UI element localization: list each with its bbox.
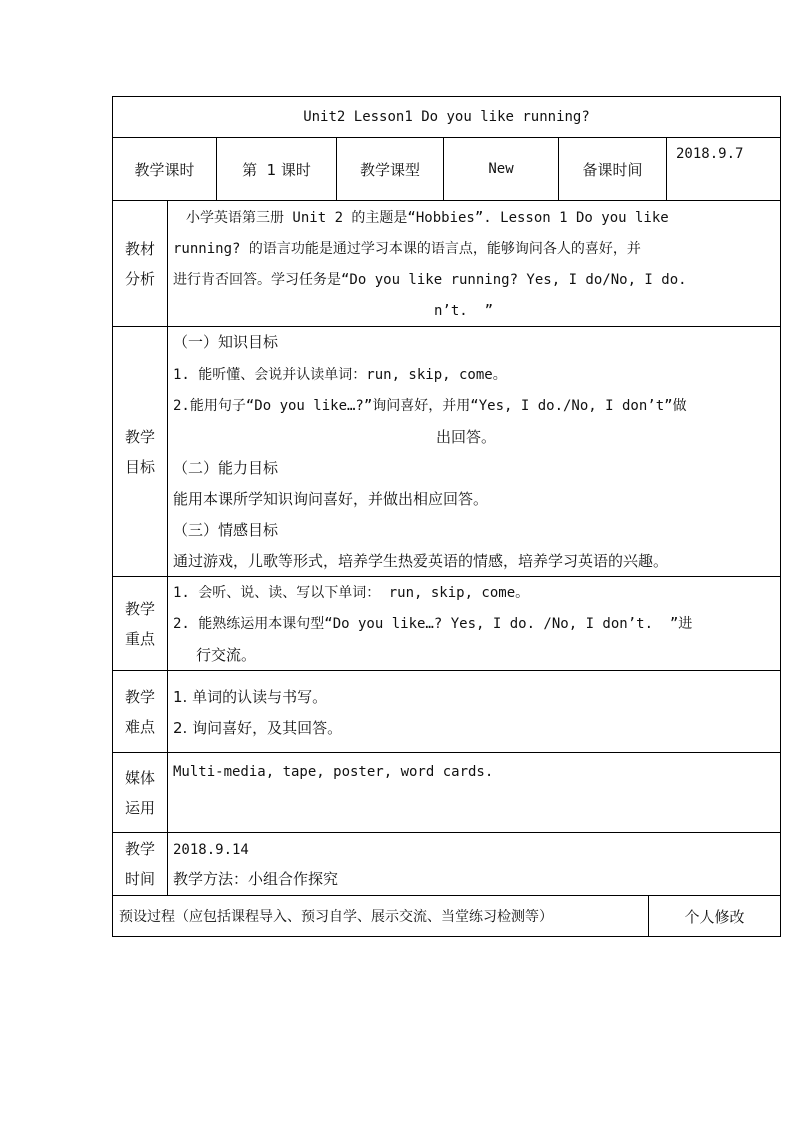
value-lesson-type-text: New <box>488 161 514 177</box>
label-objectives <box>113 327 167 576</box>
revision-label <box>649 896 780 936</box>
label-lesson-type <box>337 138 443 200</box>
objective-heading-emotion: （三）情感目标 <box>173 521 279 539</box>
table-border <box>666 137 667 200</box>
process-label-text: 预设过程（应包括课程导入、预习自学、展示交流、当堂练习检测等） <box>119 909 553 925</box>
objective-line: 2.能用句子“Do you like…?”询问喜好，并用“Yes, I do./No, I don’t”做 <box>173 398 687 414</box>
table-border <box>112 752 781 753</box>
label-material-analysis-1: 教材 <box>124 239 155 258</box>
label-material-analysis-2: 分析 <box>124 269 155 288</box>
label-teaching-time <box>113 833 167 895</box>
material-analysis-line: 小学英语第三册 Unit 2 的主题是“Hobbies”. Lesson 1 Do you like <box>186 210 669 226</box>
teaching-method: 教学方法：小组合作探究 <box>173 870 339 888</box>
label-lesson-period <box>113 138 216 200</box>
label-difficulties-1: 教学 <box>124 687 155 706</box>
media-text: Multi-media, tape, poster, word cards. <box>173 764 494 780</box>
table-border <box>780 96 781 937</box>
label-prep-time-text: 备课时间 <box>582 160 643 179</box>
table-border <box>112 936 781 937</box>
value-lesson-type <box>444 138 558 200</box>
table-border <box>112 832 781 833</box>
lesson-title-text: Unit2 Lesson1 Do you like running? <box>303 109 590 125</box>
table-border <box>112 576 781 577</box>
label-media-2: 运用 <box>124 798 155 817</box>
label-lesson-type-text: 教学课型 <box>359 160 420 179</box>
objective-heading-knowledge: （一）知识目标 <box>173 333 279 351</box>
material-analysis-line: 进行肯否回答。学习任务是“Do you like running? Yes, I do/No, I do. <box>173 272 687 288</box>
table-border <box>167 200 168 895</box>
objective-line: 1. 能听懂、会说并认读单词：run, skip, come。 <box>173 367 507 383</box>
label-objectives-2: 目标 <box>124 457 155 476</box>
label-media-1: 媒体 <box>124 768 155 787</box>
key-point-line: 1. 会听、说、读、写以下单词： run, skip, come。 <box>173 585 530 601</box>
label-key-points <box>113 577 167 670</box>
material-analysis-line: n’t. ” <box>434 303 494 319</box>
teaching-date: 2018.9.14 <box>173 842 249 858</box>
value-prep-time <box>676 146 776 166</box>
material-analysis-line: running? 的语言功能是通过学习本课的语言点，能够询问各人的喜好，并 <box>173 241 641 257</box>
label-key-points-2: 重点 <box>124 629 155 648</box>
value-lesson-period-text: 第 1 课时 <box>242 160 311 179</box>
label-key-points-1: 教学 <box>124 599 155 618</box>
objective-line: 能用本课所学知识询问喜好，并做出相应回答。 <box>173 490 489 508</box>
label-prep-time <box>559 138 666 200</box>
revision-label-text: 个人修改 <box>684 907 745 926</box>
label-lesson-period-text: 教学课时 <box>134 160 195 179</box>
value-lesson-period <box>217 138 336 200</box>
label-difficulties-2: 难点 <box>124 717 155 736</box>
key-point-line: 行交流。 <box>196 646 257 664</box>
objective-line: 通过游戏，儿歌等形式，培养学生热爱英语的情感，培养学习英语的兴趣。 <box>173 552 669 570</box>
label-teaching-time-1: 教学 <box>124 840 155 858</box>
value-prep-time-text: 2018.9.7 <box>676 146 744 162</box>
objective-line: 出回答。 <box>436 428 497 446</box>
label-media <box>113 753 167 832</box>
difficulty-line: 2. 询问喜好，及其回答。 <box>173 719 343 737</box>
objective-heading-ability: （二）能力目标 <box>173 459 279 477</box>
lesson-title <box>113 97 780 137</box>
label-material-analysis <box>113 201 167 326</box>
difficulty-line: 1. 单词的认读与书写。 <box>173 688 328 706</box>
table-border <box>112 670 781 671</box>
table-border <box>112 200 781 201</box>
label-difficulties <box>113 671 167 752</box>
table-border <box>112 326 781 327</box>
label-teaching-time-2: 时间 <box>124 870 155 888</box>
process-label <box>119 896 647 936</box>
label-objectives-1: 教学 <box>124 427 155 446</box>
key-point-line: 2. 能熟练运用本课句型“Do you like…? Yes, I do. /No, I don’t. ”进 <box>173 616 693 632</box>
